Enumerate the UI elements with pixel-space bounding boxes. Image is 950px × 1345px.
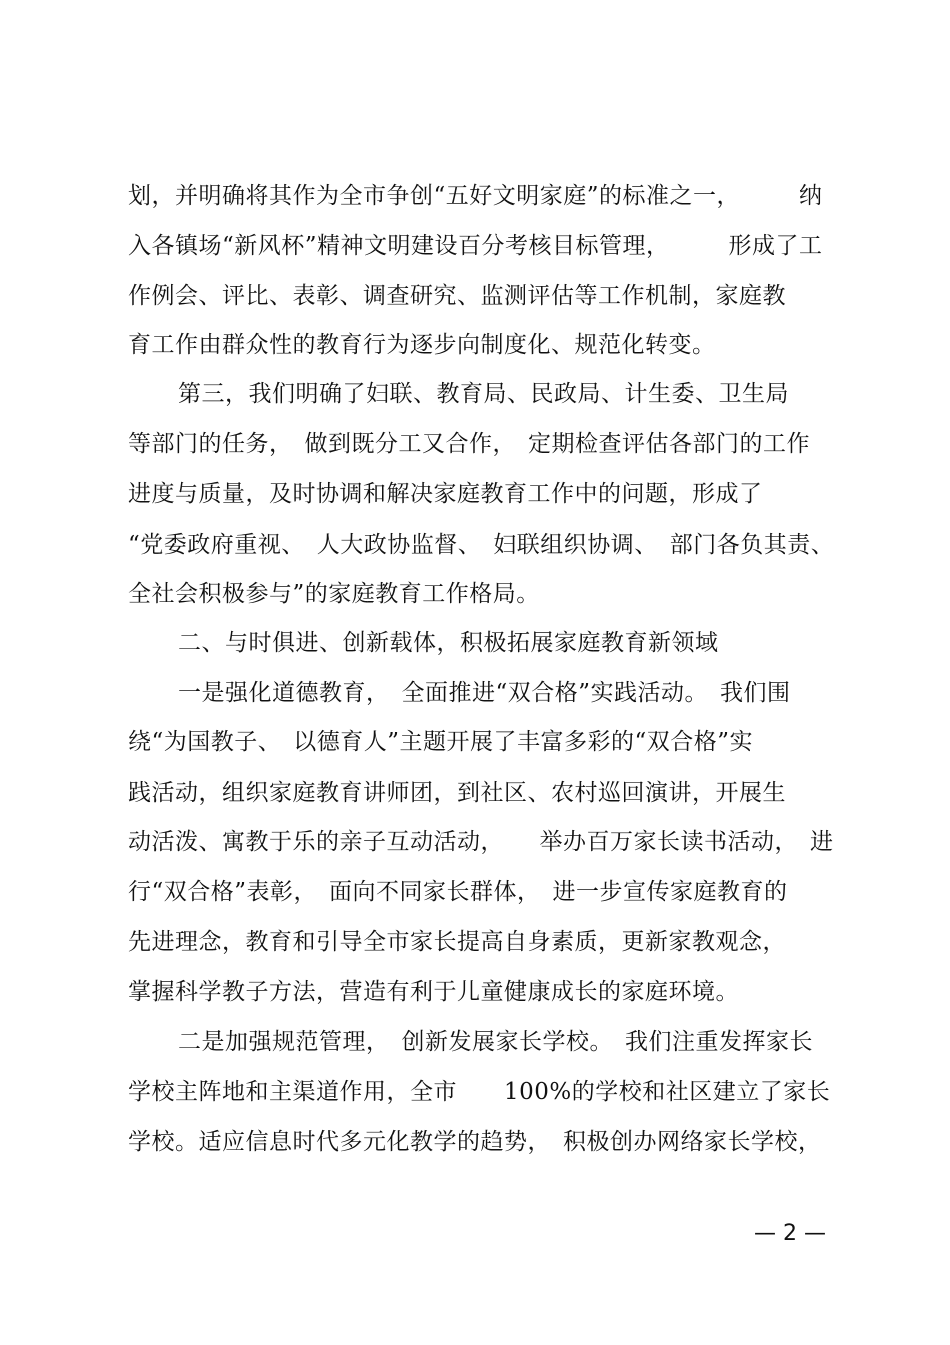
text-line: 进度与质量，及时协调和解决家庭教育工作中的问题，形成了 bbox=[128, 481, 763, 507]
text-line: 学校主阵地和主渠道作用，全市 100%的学校和社区建立了家长 bbox=[128, 1079, 831, 1105]
text-line: 践活动，组织家庭教育讲师团，到社区、农村巡回演讲，开展生 bbox=[128, 780, 786, 806]
text-line: 等部门的任务， 做到既分工又合作， 定期检查评估各部门的工作 bbox=[128, 431, 810, 457]
text-line: 行“双合格”表彰， 面向不同家长群体， 进一步宣传家庭教育的 bbox=[128, 879, 788, 905]
text-line: 先进理念，教育和引导全市家长提高自身素质，更新家教观念， bbox=[128, 929, 786, 955]
text-line: 动活泼、寓教于乐的亲子互动活动， 举办百万家长读书活动， 进 bbox=[128, 829, 834, 855]
text-line: 学校。适应信息时代多元化教学的趋势， 积极创办网络家长学校， bbox=[128, 1129, 822, 1155]
text-line: 全社会积极参与”的家庭教育工作格局。 bbox=[128, 581, 540, 607]
page-number: — 2 — bbox=[754, 1221, 826, 1246]
text-line: 划，并明确将其作为全市争创“五好文明家庭”的标准之一， 纳 bbox=[128, 183, 823, 209]
text-line: 掌握科学教子方法，营造有利于儿童健康成长的家庭环境。 bbox=[128, 979, 739, 1005]
paragraph-first-line: 第三，我们明确了妇联、教育局、民政局、计生委、卫生局 bbox=[178, 381, 789, 407]
paragraph-first-line: 二是加强规范管理， 创新发展家长学校。 我们注重发挥家长 bbox=[178, 1029, 813, 1055]
text-line: 育工作由群众性的教育行为逐步向制度化、规范化转变。 bbox=[128, 332, 716, 358]
text-line: 绕“为国教子、 以德育人”主题开展了丰富多彩的“双合格”实 bbox=[128, 729, 754, 755]
text-line: 作例会、评比、表彰、调查研究、监测评估等工作机制，家庭教 bbox=[128, 283, 786, 309]
paragraph-first-line: 一是强化道德教育， 全面推进“双合格”实践活动。 我们围 bbox=[178, 680, 791, 706]
text-line: “党委政府重视、 人大政协监督、 妇联组织协调、 部门各负其责、 bbox=[128, 532, 835, 558]
text-line: 入各镇场“新风杯”精神文明建设百分考核目标管理， 形成了工 bbox=[128, 233, 823, 259]
section-heading: 二、与时俱进、创新载体，积极拓展家庭教育新领域 bbox=[178, 630, 719, 656]
